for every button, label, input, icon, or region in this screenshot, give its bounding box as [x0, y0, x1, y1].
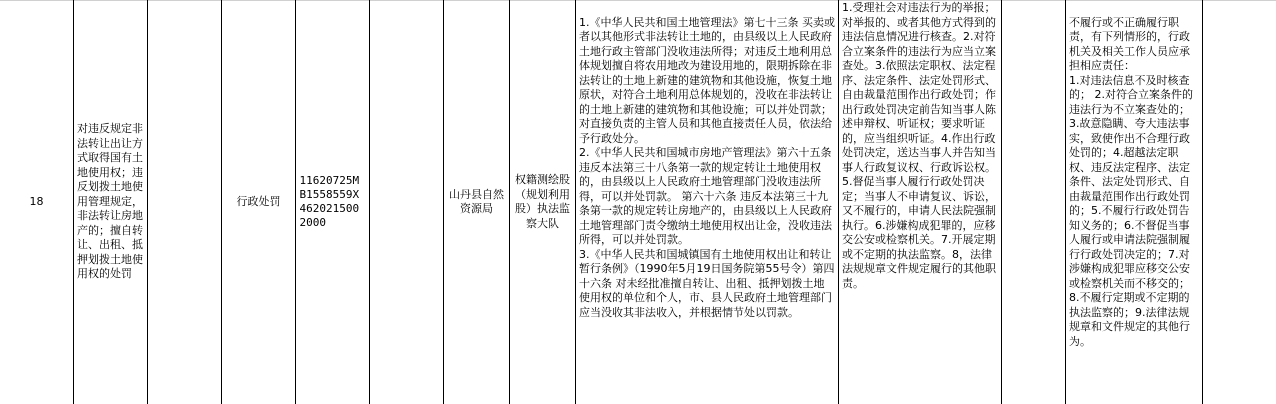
cell-accountability: [1066, 0, 1203, 404]
cell-code: [296, 0, 370, 404]
cell-index: [0, 0, 74, 404]
cell-agency: [444, 0, 510, 404]
item-name: 对违反规定非法转让出让方式取得国有土地使用权；违反划拨土地使用管理规定，非法转让房地产的；擅自转让、出租、抵押划拨土地使用权的处罚: [77, 122, 143, 281]
cell-category: [222, 0, 296, 404]
cell-legal-basis: [576, 0, 839, 404]
cell-empty-3: [1002, 0, 1066, 404]
cell-item-name: [74, 0, 148, 404]
category: 行政处罚: [236, 194, 281, 208]
row-index: 18: [29, 194, 44, 208]
credit-code: 11620725MB1558559X4620215002000: [299, 174, 360, 229]
accountability: 不履行或不正确履行职责，有下列情形的，行政机关及相关工作人员应承担相应责任： 1.对违法信息不及时核查的； 2.对符合立案条件的违法行为不立案查处的； 3.故意隐瞒、夸大违法事实，致使作出不合理行政处罚的；4.超越法定职权、违反法定程序、法定条件、法定处罚形式、自由裁量范围作出行政处罚的；5.不履行行政处罚告知义务的；6.不督促当事人履行或申请法院强制履行行政处罚决定的；7.对涉嫌构成犯罪应移交公安或检察机关而不移交的； 8.不履行定期或不定期的执法监察的；9.法律法规规章和文件规定的其他行为。: [1069, 15, 1193, 348]
cell-duties: [839, 0, 1002, 404]
department: 权籍测绘股（规划利用股）执法监察大队: [515, 173, 570, 230]
agency: 山丹县自然资源局: [449, 187, 504, 215]
responsibilities: 1.受理社会对违法行为的举报；对举报的、或者其他方式得到的违法信息情况进行核查。2.对符合立案条件的违法行为应当立案查处。3.依照法定职权、法定程序、法定条件、法定处罚形式、自由裁量范围作出行政处罚；作出行政处罚决定前告知当事人陈述申辩权、听证权；要求听证的，应当组织听证。4.作出行政处罚决定，送达当事人并告知当事人行政复议权、行政诉讼权。5.督促当事人履行行政处罚决定；当事人不申请复议、诉讼，又不履行的，申请人民法院强制执行。6.涉嫌构成犯罪的，应移交公安或检察机关。7.开展定期或不定期的执法监察。8，法律法规规章文件规定履行的其他职责。: [842, 1, 996, 290]
cell-empty-4: [1203, 0, 1276, 404]
cell-empty-1: [148, 0, 222, 404]
cell-empty-2: [370, 0, 444, 404]
cell-department: [510, 0, 576, 404]
legal-basis: 1.《中华人民共和国土地管理法》第七十三条 买卖或者以其他形式非法转让土地的，由县级以上人民政府土地行政主管部门没收违法所得；对违反土地利用总体规划擅自将农用地改为建设用地的，限期拆除在非法转让的土地上新建的建筑物和其他设施，恢复土地原状，对符合土地利用总体规划的，没收在非法转让的土地上新建的建筑物和其他设施；可以并处罚款；对直接负责的主管人员和其他直接责任人员，依法给予行政处分。 2.《中华人民共和国城市房地产管理法》第六十五条 违反本法第三十八条第一款的规定转让土地使用权的，由县级以上人民政府土地管理部门没收违法所得，可以并处罚款。 第六十六条 违反本法第三十九条第一款的规定转让房地产的，由县级以上人民政府土地管理部门责令缴纳土地使用权出让金，没收违法所得，可以并处罚款。 3.《中华人民共和国城镇国有土地使用权出让和转让暂行条例》（1990年5月19日国务院第55号令）第四十六条 对未经批准擅自转让、出租、抵押划拨土地使用权的单位和个人，市、县人民政府土地管理部门应当没收其非法收入，并根据情节处以罚款。: [579, 15, 835, 319]
